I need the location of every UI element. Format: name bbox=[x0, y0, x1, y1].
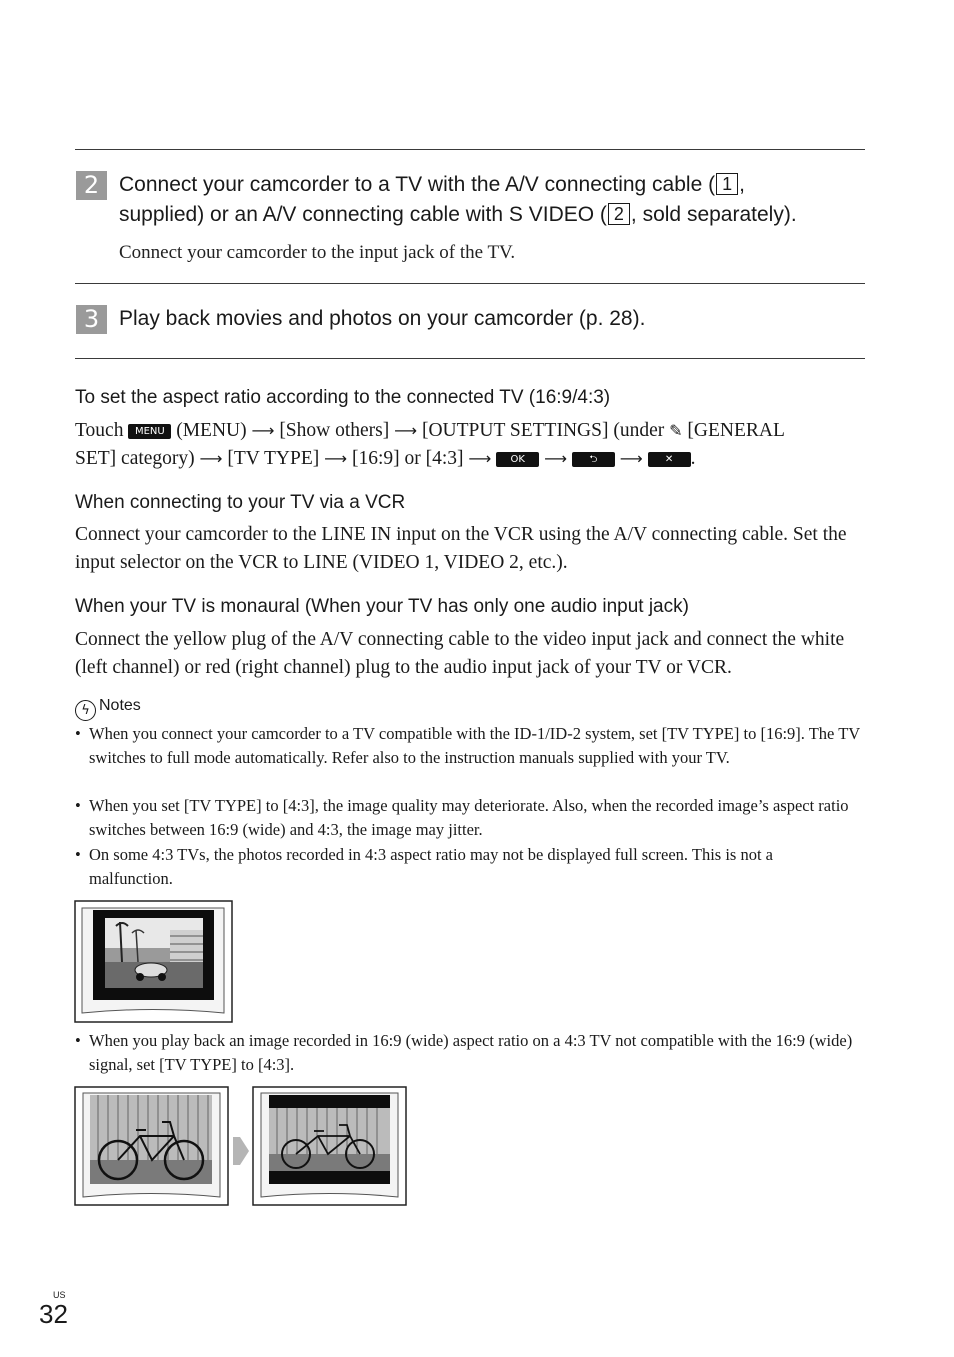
wrench-icon: ✎ bbox=[669, 421, 683, 440]
tv-illustration-photo bbox=[74, 900, 234, 1025]
return-button-icon: ⮌ bbox=[572, 452, 615, 467]
step-2-subtext: Connect your camcorder to the input jack of the TV. bbox=[119, 242, 516, 263]
arrow-right-icon: ⟶ bbox=[619, 449, 643, 468]
ref-number-1: 1 bbox=[716, 173, 738, 195]
aspect-instructions: Touch MENU (MENU) ⟶ [Show others] ⟶ [OUTPUT SETTINGS] (under ✎ [GENERAL SET] category) ⟶ [TV TYPE] ⟶ [16:9] or [4:3] ⟶ OK ⟶ ⮌ ⟶ ✕ . bbox=[75, 420, 785, 469]
arrow-right-icon: ⟶ bbox=[468, 449, 492, 468]
arrow-right-icon: ⟶ bbox=[199, 449, 223, 468]
tv-illustration-bicycle-squeezed bbox=[74, 1086, 231, 1209]
vcr-text: Connect your camcorder to the LINE IN input on the VCR using the A/V connecting cable. Set the input selector on the VCR to LINE (VIDEO 1, VIDEO 2, etc.). bbox=[75, 524, 847, 573]
tv-illustration-bicycle-letterbox bbox=[252, 1086, 409, 1209]
step-number-3: 3 bbox=[76, 305, 107, 334]
arrow-right-icon: ⟶ bbox=[324, 449, 348, 468]
arrow-right-icon: ⟶ bbox=[251, 421, 275, 440]
top-rule bbox=[75, 149, 865, 150]
page-number: US 32 bbox=[39, 1290, 68, 1329]
warning-icon: ϟ bbox=[75, 700, 96, 721]
ref-number-2: 2 bbox=[608, 203, 630, 225]
step-divider bbox=[75, 358, 865, 359]
notes-heading: ϟ Notes bbox=[75, 697, 141, 721]
note-item: • When you set [TV TYPE] to [4:3], the image quality may deteriorate. Also, when the recorded image’s aspect ratio switches between 16:9 (wide) and 4:3, the image may jitter. bbox=[75, 794, 860, 843]
note-item: • When you play back an image recorded in 16:9 (wide) aspect ratio on a 4:3 TV not compatible with the 16:9 (wide) signal, set [TV TYPE] to [4:3]. bbox=[75, 1029, 860, 1078]
step-2-text: Connect your camcorder to a TV with the A/V connecting cable ( 1 , supplied) or an A/V connecting cable with S VIDEO ( 2 , sold separately). bbox=[119, 173, 797, 226]
step-divider bbox=[75, 283, 865, 284]
mono-text: Connect the yellow plug of the A/V connecting cable to the video input jack and connect the white (left channel) or red (right channel) plug to the audio input jack of your TV or VCR. bbox=[75, 629, 845, 678]
close-button-icon: ✕ bbox=[648, 452, 691, 467]
mono-heading: When your TV is monaural (When your TV has only one audio input jack) bbox=[75, 596, 689, 617]
vcr-heading: When connecting to your TV via a VCR bbox=[75, 492, 406, 513]
menu-button-icon: MENU bbox=[128, 424, 171, 439]
step-3-text: Play back movies and photos on your camcorder (p. 28). bbox=[119, 307, 646, 330]
step-number-2: 2 bbox=[76, 171, 107, 200]
note-item: • On some 4:3 TVs, the photos recorded in 4:3 aspect ratio may not be displayed full screen. This is not a malfunction. bbox=[75, 843, 860, 892]
arrow-right-icon: ⟶ bbox=[394, 421, 418, 440]
arrow-right-icon: ⟶ bbox=[544, 449, 568, 468]
note-item: • When you connect your camcorder to a TV compatible with the ID-1/ID-2 system, set [TV TYPE] to [16:9]. The TV switches to full mode automatically. Refer also to the instruction manuals supplied with your TV. bbox=[75, 722, 860, 771]
aspect-heading: To set the aspect ratio according to the connected TV (16:9/4:3) bbox=[75, 387, 611, 408]
arrow-right-icon bbox=[231, 1133, 251, 1169]
ok-button-icon: OK bbox=[496, 452, 539, 467]
